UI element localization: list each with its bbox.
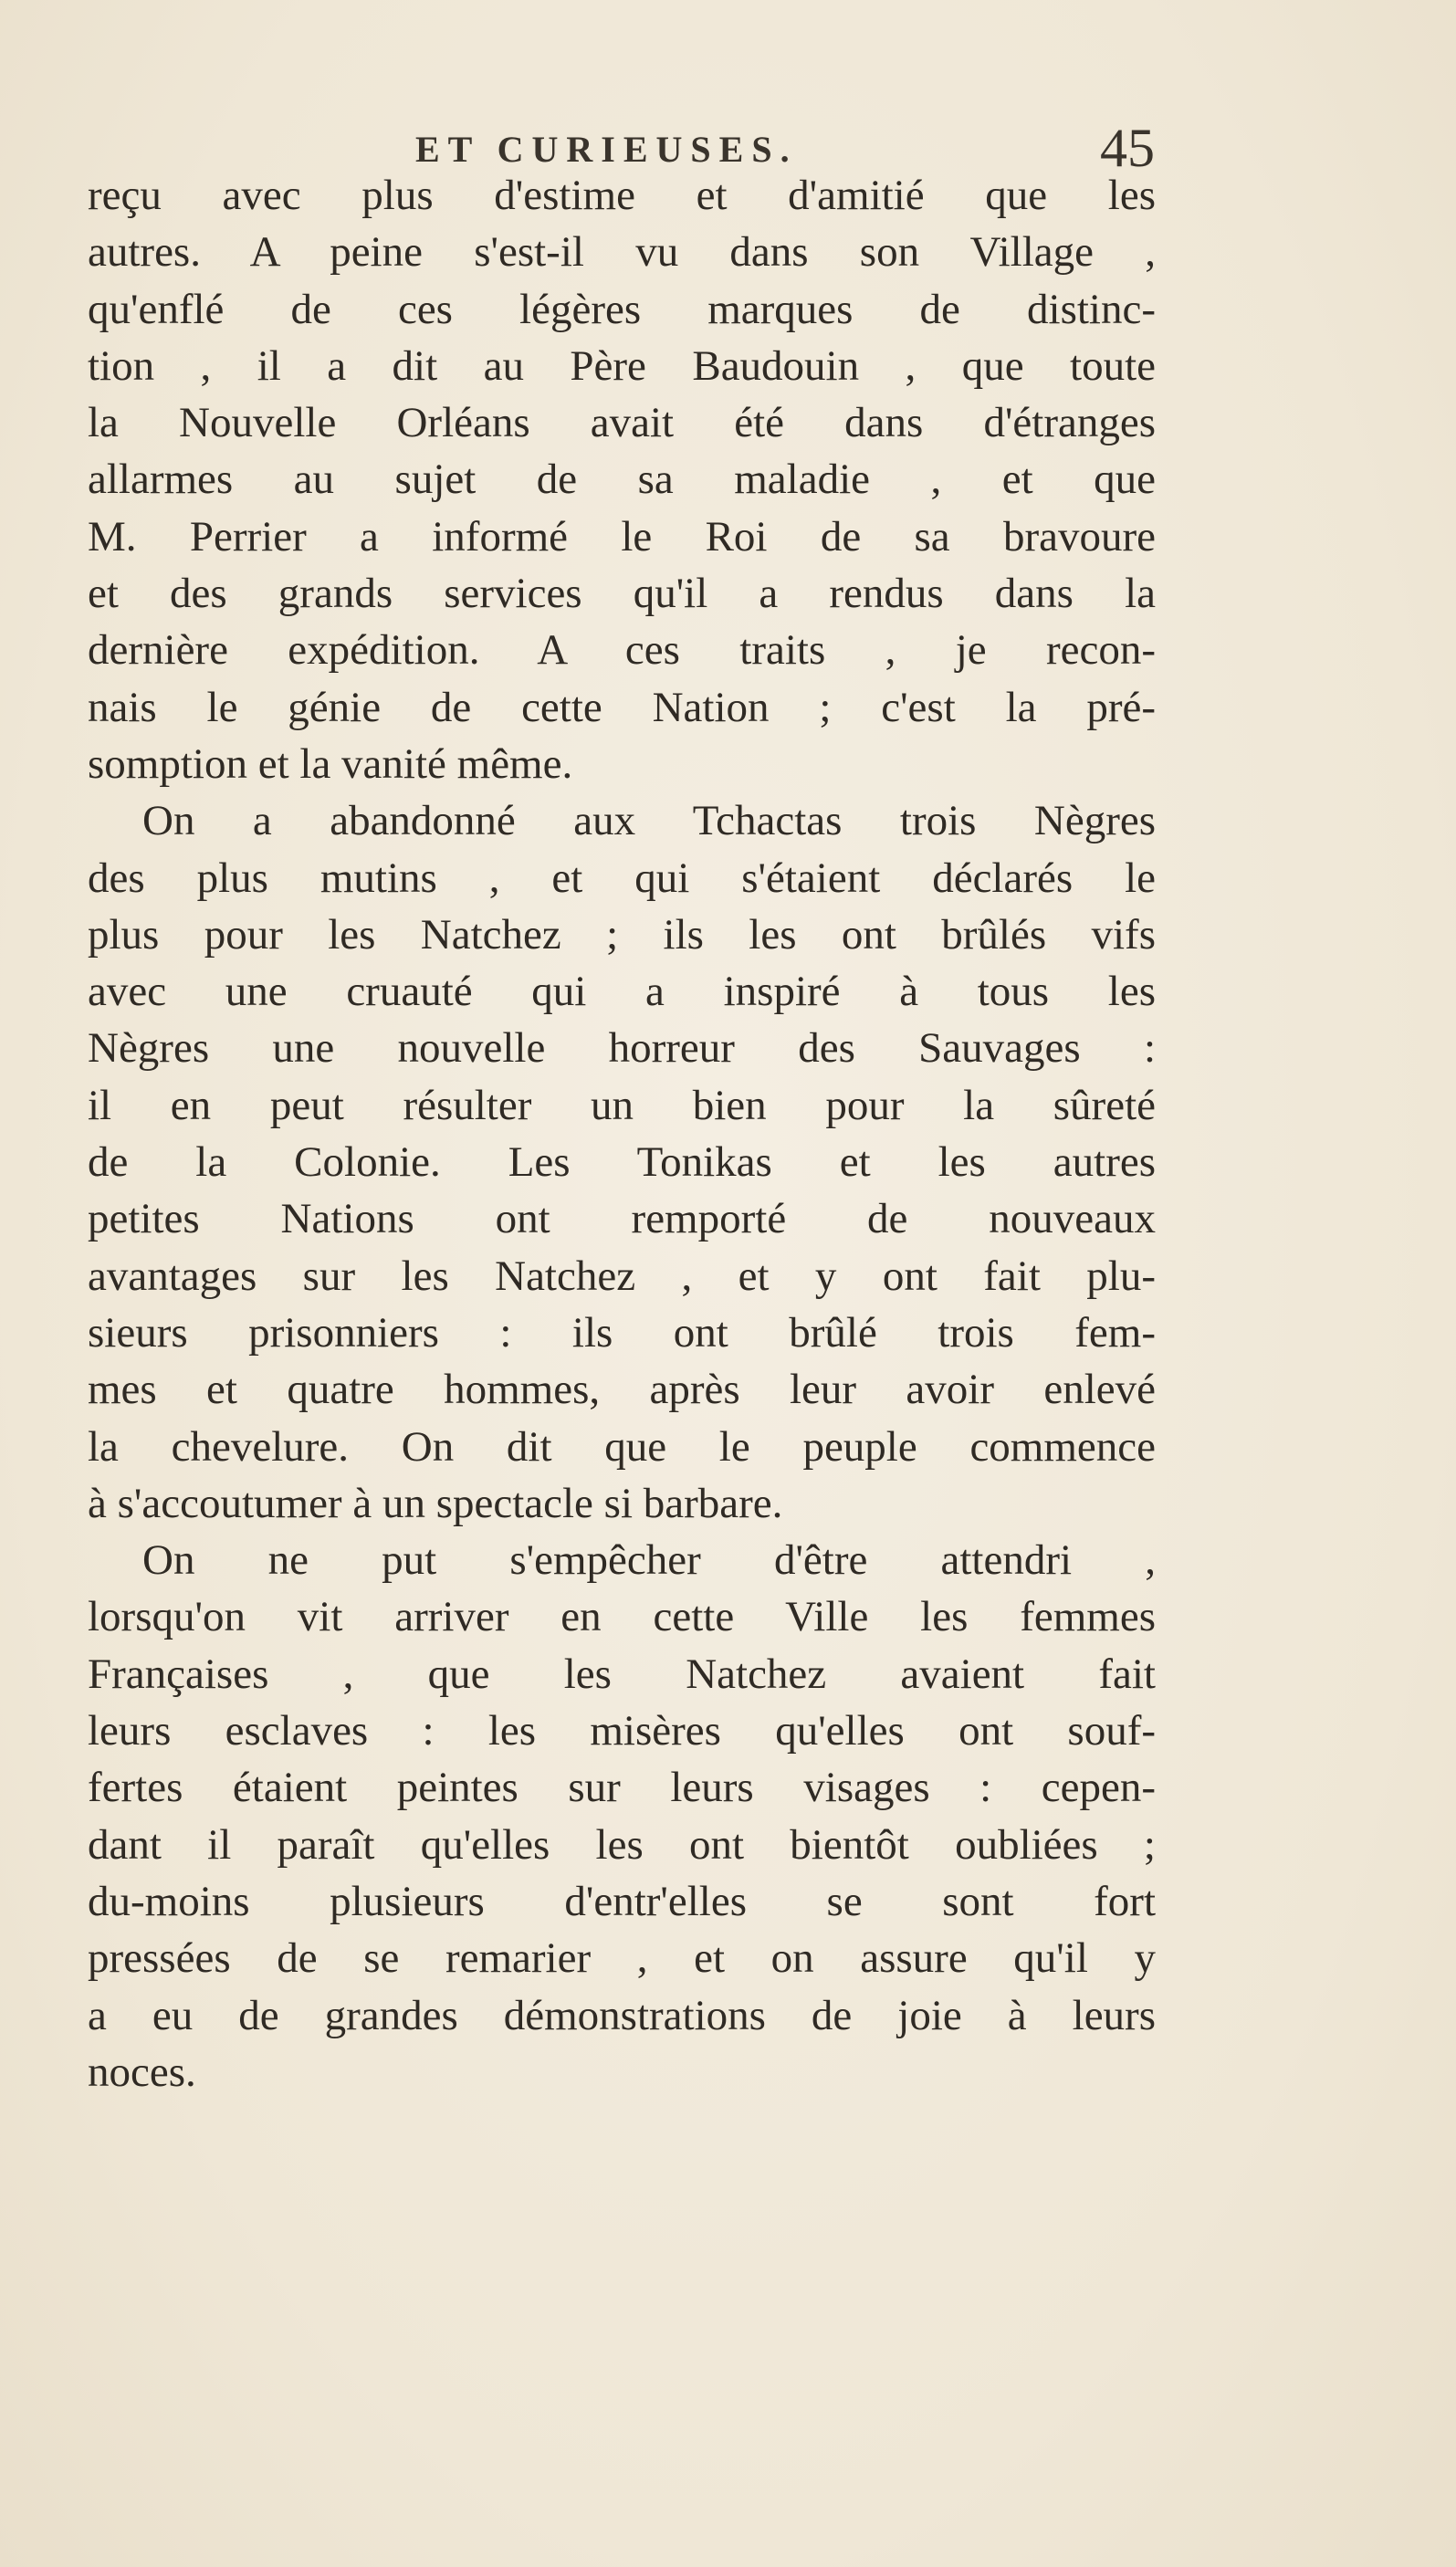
text-line: plus pour les Natchez ; ils les ont brûlés vifs: [88, 910, 1156, 959]
text-line: la Nouvelle Orléans avait été dans d'étranges: [88, 399, 1156, 447]
text-line: Nègres une nouvelle horreur des Sauvages :: [88, 1024, 1156, 1073]
text-line: autres. A peine s'est-il vu dans son Village ,: [88, 228, 1156, 277]
text-line: On ne put s'empêcher d'être attendri ,: [142, 1536, 1156, 1585]
text-line: dernière expédition. A ces traits , je recon-: [88, 626, 1156, 675]
text-line: et des grands services qu'il a rendus dans la: [88, 570, 1156, 618]
text-line: pressées de se remarier , et on assure qu'il y: [88, 1934, 1156, 1983]
text-line: tion , il a dit au Père Baudouin , que toute: [88, 341, 1156, 390]
text-line: lorsqu'on vit arriver en cette Ville les femmes: [88, 1593, 1156, 1641]
page-number: 45: [1100, 118, 1155, 178]
text-line: à s'accoutumer à un spectacle si barbare.: [88, 1479, 783, 1527]
text-line: noces.: [88, 2048, 196, 2096]
text-line: du-moins plusieurs d'entr'elles se sont fort: [88, 1877, 1156, 1925]
text-line: leurs esclaves : les misères qu'elles ont souf-: [88, 1707, 1156, 1755]
text-line: sieurs prisonniers : ils ont brûlé trois fem-: [88, 1308, 1156, 1357]
text-line: reçu avec plus d'estime et d'amitié que les: [88, 172, 1156, 219]
body-text: [88, 167, 1156, 2101]
text-line: la chevelure. On dit que le peuple commence: [88, 1422, 1156, 1471]
text-line: des plus mutins , et qui s'étaient déclarés le: [88, 854, 1156, 902]
text-line: On a abandonné aux Tchactas trois Nègres: [142, 797, 1156, 845]
running-head: ET CURIEUSES.: [415, 129, 798, 170]
text-line: fertes étaient peintes sur leurs visages : cepen-: [88, 1764, 1156, 1812]
text-line: petites Nations ont remporté de nouveaux: [88, 1195, 1156, 1243]
text-line: avantages sur les Natchez , et y ont fait plu-: [88, 1252, 1156, 1300]
text-line: M. Perrier a informé le Roi de sa bravoure: [88, 512, 1156, 561]
text-line: avec une cruauté qui a inspiré à tous les: [88, 968, 1156, 1016]
text-line: il en peut résulter un bien pour la sûreté: [88, 1081, 1156, 1129]
text-line: nais le génie de cette Nation ; c'est la pré-: [88, 683, 1156, 731]
text-line: dant il paraît qu'elles les ont bientôt oubliées ;: [88, 1820, 1156, 1869]
text-line: qu'enflé de ces légères marques de distinc-: [88, 285, 1156, 333]
text-line: somption et la vanité même.: [88, 739, 573, 788]
text-line: a eu de grandes démonstrations de joie à leurs: [88, 1991, 1156, 2039]
text-line: de la Colonie. Les Tonikas et les autres: [88, 1138, 1156, 1187]
text-line: Françaises , que les Natchez avaient fait: [88, 1650, 1156, 1698]
text-line: allarmes au sujet de sa maladie , et que: [88, 456, 1156, 504]
text-line: mes et quatre hommes, après leur avoir enlevé: [88, 1366, 1156, 1414]
